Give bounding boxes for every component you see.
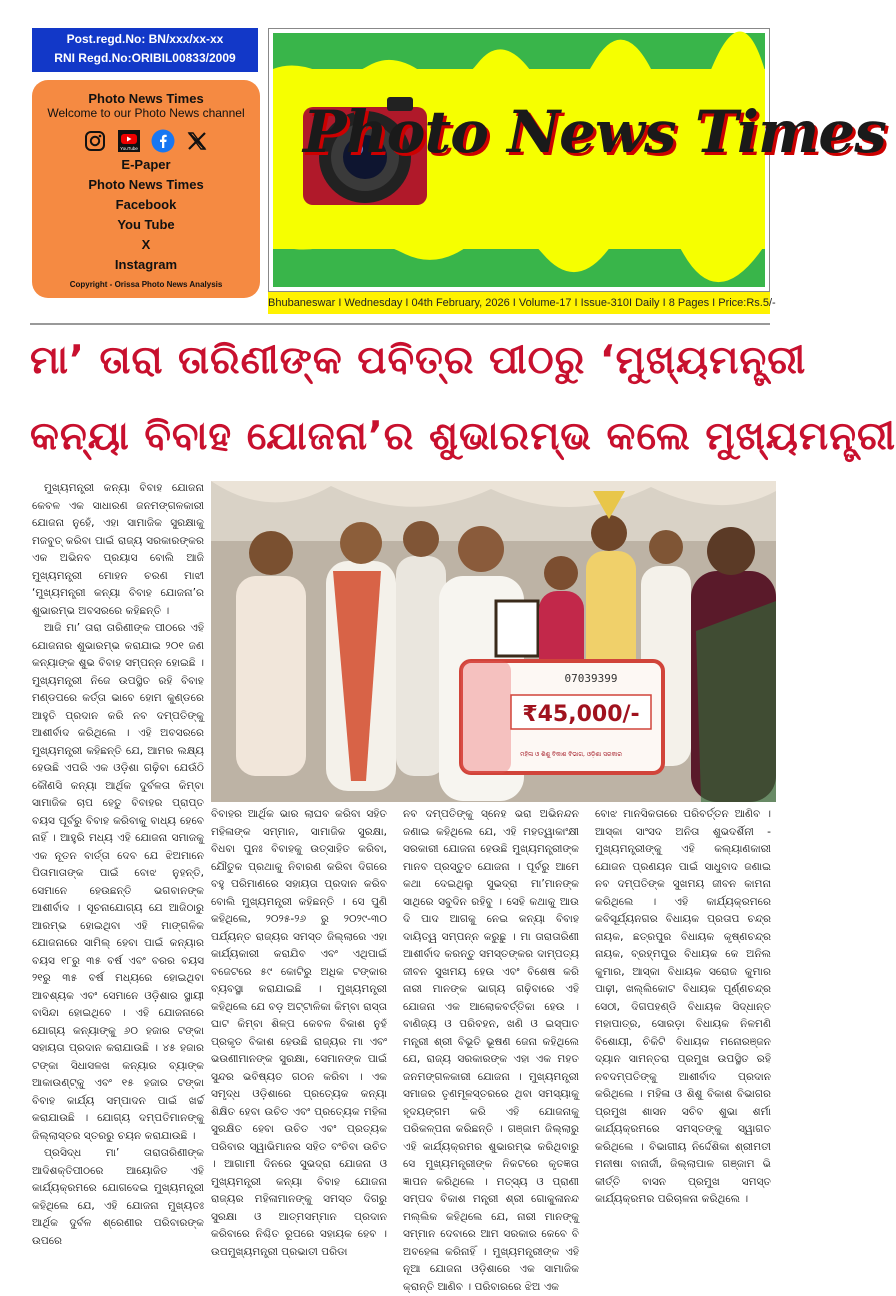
divider [30, 323, 770, 325]
article-column-2 [211, 806, 387, 1258]
instagram-icon[interactable] [83, 129, 107, 153]
masthead [268, 28, 886, 292]
news-photo [211, 481, 776, 802]
link-youtube[interactable]: You Tube [117, 217, 175, 232]
x-icon[interactable] [185, 129, 209, 153]
link-epaper[interactable]: E-Paper [121, 157, 171, 172]
postal-reg-number: Post.regd.No: BN/xxx/xx-xx [66, 32, 224, 46]
link-instagram[interactable]: Instagram [114, 257, 178, 272]
link-facebook[interactable]: Facebook [115, 197, 177, 212]
cheque-board [461, 661, 663, 773]
dateline-bar: Bhubaneswar I Wednesday I 04th February, 2026 I Volume-17 I Issue-310I Daily I 8 Pages I Price:Rs.5/- [268, 292, 770, 314]
paragraph: ନବ ଦମ୍ପତିଙ୍କୁ ସ୍ନେହ ଭରା ଅଭିନନ୍ଦନ ଜଣାଇ କହିଥିଲେ ଯେ, ଏହି ମହତ୍ୱାକାଂକ୍ଷୀ ସରକାରୀ ଯୋଜନା ହେଉଛି ମୁଖ୍ୟମନ୍ତ୍ରୀଙ୍କ ମାନବ ପ୍ରସ୍ତୁତ ଯୋଜନା । ପୂର୍ବରୁ ଆମେ କଥା ଦେଇଥିଲୁ ସୁଭଦ୍ରା ମା’ମାନଙ୍କ ସାଥିରେ ସବୁଦିନ ରହିବୁ । ସେହି କଥାକୁ ଆଉ ଦି ପାଦ ଆଗକୁ ନେଇ କନ୍ୟା ବିବାହ ଦାୟିତ୍ୱ ସମ୍ପନ୍ନ କରୁଛୁ । ମା ତାରାତାରିଣୀ ଆଶୀର୍ବାଦ କରନ୍ତୁ ସମସ୍ତଙ୍କର ଦାମ୍ପତ୍ୟ ଜୀବନ ସୁଖମୟ ହେଉ ଏବଂ ବିଶେଷ କରି ନାରୀ ମାନଙ୍କ ଭାଗ୍ୟ ଗଢ଼ିବାରେ ଏହି ଯୋଜନା ଏକ ଆଲୋକବର୍ତ୍ତିକା ହେଉ । ବାଣିଜ୍ୟ ଓ ପରିବହନ, ଖଣି ଓ ଇସ୍ପାତ ମନ୍ତ୍ରୀ ଶ୍ରୀ ବିଭୂତି ଭୂଷଣ ଜେନା କହିଥିଲେ ଯେ, ରାଜ୍ୟ ସରକାରଙ୍କ ଏହା ଏକ ମହତ ଜନମଙ୍ଗଳକାରୀ ଯୋଜନା । ମୁଖ୍ୟମନ୍ତ୍ରୀ ସମାଜର ତୃଣମୂଳସ୍ତରରେ ଥିବା ସମସ୍ୟାକୁ ହୃଦୟଙ୍ଗମ କରି ଏହି ଯୋଜନାକୁ ପରିକଳ୍ପନା କରିଛନ୍ତି । ଗଞ୍ଜାମ ଜିଲ୍ଲାରୁ ଏହି କାର୍ଯ୍ୟକ୍ରମର ଶୁଭାରମ୍ଭ କରିଥିବାରୁ ସେ ମୁଖ୍ୟମନ୍ତ୍ରୀଙ୍କ ନିକଟରେ କୃତଜ୍ଞତା ଜ୍ଞାପନ କରିଥିଲେ । ମତ୍ସ୍ୟ ଓ ପ୍ରାଣୀ ସମ୍ପଦ ବିକାଶ ମନ୍ତ୍ରୀ ଶ୍ରୀ ଗୋକୁଳାନନ୍ଦ ମଲ୍ଲିକ କହିଥିଲେ ଯେ, ନାରୀ ମାନଙ୍କୁ ସମ୍ମାନ ଦେବାରେ ଆମ ସରକାର କେବେ ବି ଅବହେଳା କରିନାହିଁ । ମୁଖ୍ୟମନ୍ତ୍ରୀଙ୍କ ଏହି ନୂଆ ଯୋଜନା ଓଡ଼ିଶାରେ ଏକ ସାମାଜିକ କ୍ରାନ୍ତି ଆଣିବ । ପରିବାରରେ ଝିଅ ଏକ [403, 808, 579, 1293]
headline-line-1: ମା’ ତାରା ତାରିଣୀଙ୍କ ପବିତ୍ର ପୀଠରୁ ‘ମୁଖ୍ୟମନ୍ତ୍ରୀ [30, 338, 807, 383]
link-x[interactable]: X [141, 237, 151, 252]
rni-reg-number: RNI Regd.No:ORIBIL00833/2009 [54, 51, 236, 65]
registration-box [32, 28, 258, 72]
youtube-label: YouTube [120, 146, 138, 151]
cheque-footer: ମହିଳା ଓ ଶିଶୁ ବିକାଶ ବିଭାଗ, ଓଡ଼ିଶା ସରକାର [520, 751, 622, 758]
paragraph: ବୋଝ ମାନସିକତାରେ ପରିବର୍ତ୍ତନ ଆଣିବ । ଆସ୍କା ସାଂସଦ ଅନିତା ଶୁଭଦର୍ଶିନୀ - ମୁଖ୍ୟମନ୍ତ୍ରୀଙ୍କୁ ଏହି କଲ୍ୟାଣକାରୀ ଯୋଜନ ପ୍ରଣୟନ ପାଇଁ ସାଧୁବାଦ ଜଣାଇ ନବ ଦମ୍ପତିଙ୍କ ସୁଖମୟ ଜୀବନ କାମନା କରିଥିଲେ । ଏହି କାର୍ଯ୍ୟକ୍ରମରେ କବିସୂର୍ଯ୍ୟନଗର ବିଧାୟକ ପ୍ରତାପ ଚନ୍ଦ୍ର ନାୟକ, ଛତ୍ରପୁର ବିଧାୟକ କୃଷ୍ଣଚନ୍ଦ୍ର ନାୟକ, ବ୍ରହ୍ମପୁର ବିଧାୟକ କେ ଅନିଲ କୁମାର, ଆସ୍କା ବିଧାୟକ ସରୋଜ କୁମାର ପାଢ଼ୀ, ଖଲ୍ଲିକୋଟ ବିଧାୟକ ପୂର୍ଣ୍ଣଚନ୍ଦ୍ର ସେଠୀ, ଦିଗପହଣ୍ଡି ବିଧାୟକ ସିଦ୍ଧାନ୍ତ ମହାପାତ୍ର, ସୋରଡ଼ା ବିଧାୟକ ନିଳମଣି ବିଶୋୟୀ, ଚିକିଟି ବିଧାୟକ ମନୋରଞ୍ଜନ ଦ୍ୟାନ ସାମନ୍ତରା ପ୍ରମୁଖ ଉପସ୍ଥିତ ରହି ନବଦମ୍ପତିଙ୍କୁ ଆଶୀର୍ବାଦ ପ୍ରଦାନ କରିଥିଲେ । ମହିଳା ଓ ଶିଶୁ ବିକାଶ ବିଭାଗର ପ୍ରମୁଖ ଶାସନ ସଚିବ ଶୁଭା ଶର୍ମା କାର୍ଯ୍ୟକ୍ରମରେ ସମସ୍ତଙ୍କୁ ସ୍ୱାଗତ କରିଥିଲେ । ବିଭାଗୀୟ ନିର୍ଦ୍ଦେଶିକା ଶ୍ରୀମତୀ ମନୀଷା ବାନାର୍ଜୀ, ଜିଲ୍ଲାପାଳ ଗଞ୍ଜାମ ଭି କୀର୍ତ୍ତି ବାସନ ପ୍ରମୁଖ ସମସ୍ତ କାର୍ଯ୍ୟକ୍ରମର ପରିଚାଳନା କରିଥିଲେ । [595, 808, 771, 1205]
article-column-3 [403, 806, 579, 1293]
paragraph: ମୁଖ୍ୟମନ୍ତ୍ରୀ କନ୍ୟା ବିବାହ ଯୋଜନା କେବଳ ଏକ ସାଧାରଣ ଜନମଙ୍ଗଳକାରୀ ଯୋଜନା ନୁହେଁ, ଏହା ସାମାଜିକ ସୁରକ୍ଷାକୁ ମଜବୁତ୍ କରିବା ପାଇଁ ରାଜ୍ୟ ସରକାରଙ୍କର ଏକ ଅଭିନବ ପ୍ରୟାସ ବୋଲି ଆଜି ମୁଖ୍ୟମନ୍ତ୍ରୀ ମୋହନ ଚରଣ ମାଝୀ ‘ମୁଖ୍ୟମନ୍ତ୍ରୀ କନ୍ୟା ବିବାହ ଯୋଜନା’ର ଶୁଭାରମ୍ଭ ଅବସରରେ କହିଛନ୍ତି । [32, 482, 204, 617]
paragraph: ବିବାହର ଆର୍ଥିକ ଭାର ଲାଘବ କରିବା ସହିତ ମହିଳାଙ୍କ ସମ୍ମାନ, ସାମାଜିକ ସୁରକ୍ଷା, ବିଧବା ପୁନଃ ବିବାହକୁ ଉତ୍ସାହିତ କରିବା, ଯୌତୁକ ପ୍ରଥାକୁ ନିବାରଣ କରିବା ଦିଗରେ ବହୁ ପରିମାଣରେ ସହାୟତା ପ୍ରଦାନ କରିବ ବୋଲି ମୁଖ୍ୟମନ୍ତ୍ରୀ କହିଛନ୍ତି । ସେ ପୁଣି କହିଥିଲେ, ୨୦୨୫-୨୬ ରୁ ୨୦୨୯-୩୦ ପର୍ଯ୍ୟନ୍ତ ରାଜ୍ୟର ସମସ୍ତ ଜିଲ୍ଲାରେ ଏହା କାର୍ଯ୍ୟକାରୀ କରାଯିବ ଏବଂ ଏଥିପାଇଁ ବଜେଟରେ ୫୯ କୋଟିରୁ ଅଧିକ ଟଙ୍କାର ବ୍ୟବସ୍ଥା କରାଯାଇଛି । ମୁଖ୍ୟମନ୍ତ୍ରୀ କହିଥିଲେ ଯେ ବଡ଼ ଅଟ୍ଟାଳିକା କିମ୍ବା ରାସ୍ତା ଘାଟ କିମ୍ବା ଶିଳ୍ପ କେବଳ ବିକାଶ ନୁହଁ ପ୍ରକୃତ ବିକାଶ ହେଉଛି ରାଜ୍ୟର ମା ଏବଂ ଭଉଣୀମାନଙ୍କ ସୁରକ୍ଷା, ସେମାନଙ୍କ ପାଇଁ ସୁନ୍ଦର ଭବିଷ୍ୟତ ଗଠନ କରିବା । ଏକ ସମୃଦ୍ଧ ଓଡ଼ିଶାରେ ପ୍ରତ୍ୟେକ କନ୍ୟା ଶିକ୍ଷିତ ହେବା ଉଚିତ ଏବଂ ପ୍ରତ୍ୟେକ ମହିଳା ସୁରକ୍ଷିତ ହେବା ଉଚିତ ଏବଂ ପ୍ରତ୍ୟକ ପରିବାର ସ୍ୱାଭିମାନର ସହିତ ବଂଚିବା ଉଚିତ । ଆଗାମୀ ଦିନରେ ସୁଭଦ୍ରା ଯୋଜନା ଓ ମୁଖ୍ୟମନ୍ତ୍ରୀ କନ୍ୟା ବିବାହ ଯୋଜନା ରାଜ୍ୟର ମହିଳାମାନଙ୍କୁ ସମସ୍ତ ଦିଗରୁ ସୁରକ୍ଷା ଓ ଆତ୍ମସମ୍ମାନ ପ୍ରଦାନ କରିବାରେ ନିଶ୍ଚିତ ରୂପରେ ସହାୟକ ହେବ । ଉପମୁଖ୍ୟମନ୍ତ୍ରୀ ପ୍ରଭାତୀ ପରିଡା [211, 808, 387, 1258]
channel-info-card [32, 80, 260, 298]
link-photo-news-times[interactable]: Photo News Times [88, 177, 204, 192]
facebook-icon[interactable] [151, 129, 175, 153]
paragraph: ଆଜି ମା’ ତାରା ତାରିଣୀଙ୍କ ପୀଠରେ ଏହି ଯୋଜନାର ଶୁଭାରମ୍ଭ କରାଯାଇ ୨୦୧ ଜଣ କନ୍ୟାଙ୍କ ଶୁଭ ବିବାହ ସମ୍ପନ୍ନ ହୋଇଛି । ମୁଖ୍ୟମନ୍ତ୍ରୀ ନିଜେ ଉପସ୍ଥିତ ରହି ବିବାହ ମଣ୍ଡପରେ କର୍ତ୍ତା ଭାବେ ହୋମ କୁଣ୍ଡରେ ଆହୁତି ପ୍ରଦାନ କରି ନବ ଦମ୍ପତିଙ୍କୁ ଆଶୀର୍ବାଦ କରିଥିଲେ । ଏହି ଅବସରରେ ମୁଖ୍ୟମନ୍ତ୍ରୀ କହିଛନ୍ତି ଯେ, ଆମର ଲକ୍ଷ୍ୟ ହେଉଛି ଏପରି ଏକ ଓଡ଼ିଶା ଗଢ଼ିବା ଯେଉଁଠି କୌଣସି କନ୍ୟା ଆର୍ଥିକ ଦୁର୍ବଳତା କିମ୍ବା ସାମାଜିକ ଚାପ ହେତୁ ବିବାହର ପ୍ରାପ୍ତ ବୟସ ପୂର୍ବରୁ ବିବାହ କରିବାକୁ ବାଧ୍ୟ ହେବେ ନାହିଁ । ଆହୁରି ମଧ୍ୟ ଏହି ଯୋଜନା ସମାଜକୁ ଏକ ନୂତନ ବାର୍ତ୍ତା ଦେବ ଯେ ଝିଅମାନେ ପିତାମାତାଙ୍କ ପାଇଁ ବୋଝ ନୁହନ୍ତି, ସେମାନେ ହେଉଛନ୍ତି ଭଗବାନଙ୍କ ଆଶୀର୍ବାଦ । ସୂଚନାଯୋଗ୍ୟ ଯେ ଆଜିଠାରୁ ଆରମ୍ଭ ହୋଇଥିବା ଏହି ମାଙ୍ଗଳିକ ଯୋଜନାରେ ସାମିଲ୍ ହେବା ପାଇଁ କନ୍ୟାର ବୟସ ୧୮ରୁ ୩୫ ବର୍ଷ ଏବଂ ବରର ବୟସ ୨୧ରୁ ୩୫ ବର୍ଷ ମଧ୍ୟରେ ହୋଇଥିବା ଆବଶ୍ୟକ ଏବଂ ସେମାନେ ଓଡ଼ିଶାର ସ୍ଥାୟୀ ବାସିନ୍ଦା ହୋଇଥିବେ । ଏହି ଯୋଜନାରେ ଯୋଗ୍ୟ କନ୍ୟାଙ୍କୁ ୬୦ ହଜାର ଟଙ୍କା ସହାୟତା ପ୍ରଦାନ କରାଯାଉଛି । ୪୫ ହଜାର ଟଙ୍କା ସିଧାସଳଖ କନ୍ୟାର ବ୍ୟାଙ୍କ ଆକାଉଣ୍ଟ୍‌କୁ ଏବଂ ୧୫ ହଜାର ଟଙ୍କା ବିବାହ କାର୍ଯ୍ୟ ସମ୍ପାଦନ ପାଇଁ ଖର୍ଚ୍ଚ କରାଯାଉଛି । ଯୋଗ୍ୟ ଦମ୍ପତିମାନଙ୍କୁ ଜିଲ୍ଲାସ୍ତର ସ୍ତରରୁ ଚୟନ କରାଯାଉଛି । [32, 622, 204, 1142]
copyright-text: Copyright - Orissa Photo News Analysis [69, 280, 223, 289]
card-welcome: Welcome to our Photo News channel [47, 106, 245, 120]
social-icons [32, 129, 260, 153]
cheque-amount: ₹45,000/- [522, 702, 640, 727]
youtube-icon[interactable] [117, 129, 141, 153]
article-column-4 [595, 806, 771, 1240]
headline-line-2: କନ୍ୟା ବିବାହ ଯୋଜନା’ର ଶୁଭାରମ୍ଭ କଲେ ମୁଖ୍ୟମନ୍ତ୍ରୀ [30, 414, 896, 459]
card-title: Photo News Times [88, 91, 204, 106]
masthead-logo: Photo News Times [303, 98, 886, 166]
article-column-1 [32, 480, 204, 1247]
cheque-number: 07039399 [564, 672, 618, 685]
paragraph: ପ୍ରସିଦ୍ଧ ମା’ ତାରାତାରିଣୀଙ୍କ ଆଦିଶକ୍ତିପୀଠରେ ଆୟୋଜିତ ଏହି କାର୍ଯ୍ୟକ୍ରମରେ ଯୋଗଦେଇ ମୁଖ୍ୟମନ୍ତ୍ରୀ କହିଥିଲେ ଯେ, ଏହି ଯୋଜନା ମୁଖ୍ୟତଃ ଆର୍ଥିକ ଦୁର୍ବଳ ଶ୍ରେଣୀର ପରିବାରଙ୍କ ଉପରେ [32, 1147, 204, 1247]
